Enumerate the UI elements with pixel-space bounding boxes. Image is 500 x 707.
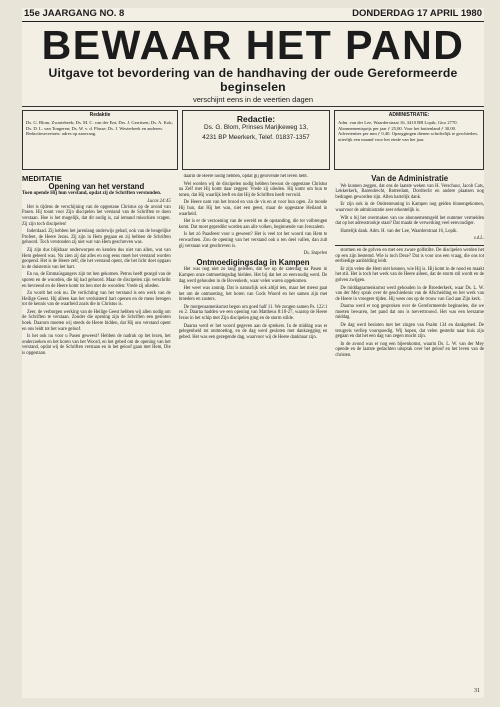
paragraph: Er zijn velen die Hem niet kennen, wie Hij is. Hij komt in de nood en maakt het stil. Het is toch het werk van de Heere alleen, dat de storm stil wordt en de golven zwijgen. xyxy=(335,266,484,283)
editorial-box xyxy=(22,110,178,170)
paragraph: De middagsamenkomst werd gehouden in de Broederkerk, waar Ds. L. W. van der Mey sprak over de geschiedenis van de Afscheiding en het werk van de Heere in vroegere tijden. Hij wees ons op de trouw van God aan Zijn kerk. xyxy=(335,285,484,302)
paragraph: Het is er de verzoening van de wereld en de opstanding, die tot volbrengen komt. Dat moet gepredikt worden aan alle volken, beginnende van Jeruzalem. xyxy=(178,219,328,230)
administration-section-heading: Van de Administratie xyxy=(371,174,449,183)
paragraph: Hartelijk dank. Adm. H. van der Lee, Waarderstraat 16, Lopik. xyxy=(340,228,458,234)
paragraph: De morgensamenkomst begon om goed half 11. We zongen samen Ps. 122:1 en 2. Daarna hadden we een opening van Mattheus 8:18-27, waarop de Heere Jezus in het schip met Zijn discipelen ging en de storm stilde. xyxy=(178,304,328,322)
administration-signature: v.d.L. xyxy=(473,236,484,242)
top-line xyxy=(22,8,484,19)
editor-box xyxy=(182,110,330,170)
editor-label: Redactie: xyxy=(236,114,276,124)
column-3 xyxy=(335,174,484,361)
paragraph: Daarna werd er nog gesproken over de Gereformeerde beginselen, die we moeten bewaren, het pand dat ons is toevertrouwd. Het was een leerzame middag. xyxy=(335,304,484,321)
newspaper-page xyxy=(22,8,484,698)
meditation-heading: MEDITATIE xyxy=(22,174,62,183)
administration-box xyxy=(334,110,484,170)
paragraph: Wel worden wij de discipelen nodig hebben bewust de opgestane Christus na Zelf met Hij komt daar zeggen: Vrede zij ulieden. Hij komt om hun te tonen, dat Hij waarlijk leeft en dat Hij de Schriften heeft vervuld. xyxy=(178,181,328,198)
paragraph: Het weer was zonnig. Dat is natuurlijk ook altijd iets, maar het meest gaat het om de ontmoeting, het horen van Gods Woord en het samen zijn met broeders en zusters. xyxy=(178,286,328,303)
masthead-title: BEWAAR HET PAND xyxy=(41,22,465,68)
masthead-subtitle: Uitgave tot bevordering van de handhaving der oude Gereformeerde beginselen xyxy=(48,66,458,94)
masthead-rule xyxy=(22,106,484,107)
verse-reference: Lucas 24:45 xyxy=(147,199,171,205)
paragraph: En nu, de Emmaüsgangers zijn tot hen gekomen. Petrus heeft gezegd van de sporen en de woorden, die hij had gehoord. Maar de discipelen zijn verschrikt en bevreesd en de Heere komt tot hen met de woorden: Vrede zij ulieden. xyxy=(22,272,171,289)
paragraph: Het was nog niet zo lang geleden, dat we op de zaterdag na Pasen in Kampen onze ontmoetingsdag hielden. Het bij dat het zo eenvoudig werd. De dag werd gehouden in de Bovenkerk, waar velen waren opgekomen. xyxy=(178,267,328,284)
info-boxes xyxy=(22,110,484,170)
paragraph: Het is tijdens de verschijning van de opgestane Christus op de avond van Pasen. Hij toont voor Zijn discipelen het verstand van de Schriften te doen verstaan. Hoe is het mogelijk, dat dit nodig is, zal iemand misschien vragen. Zij zijn toch discipelen! xyxy=(22,204,171,227)
meditation-title: Opening van het verstand xyxy=(48,181,145,191)
administration-heading: ADMINISTRATIE: xyxy=(388,112,430,118)
paragraph: Er zijn ook in de Ondersteuning in Kampen nog gelden binnengekomen, waarvoor de administratie zeer erkentelijk is. xyxy=(335,202,484,213)
paragraph: De dag werd besloten met het zingen van Psalm 134 en dankgebed. De terugreis verliep voorspoedig. Wij hopen, dat velen gesterkt naar huis zijn gegaan en dat het een dag van zegen mocht zijn. xyxy=(335,323,484,340)
meditation-verse: Toen opende Hij hun verstand, opdat zij de Schriften verstonden. xyxy=(22,191,162,197)
paragraph: Wilt u bij het overmaken van uw abonnementsgeld het nummer vermelden dat op het adresstrookje staat? Dat maakt de verwerking veel eenvoudiger. xyxy=(335,215,484,227)
column-1 xyxy=(22,174,171,361)
paragraph: Zo wordt het ook nu. De verlichting van het verstand is een werk van de Heilige Geest. Hij alleen kan het verduisterd hart openen en de mens brengen tot de kennis van de waarheid zoals die in Christus is. xyxy=(22,291,171,308)
paragraph: We kunnen zeggen, dat ons de laatste weken van H. Verschuur, Jacob Cats, Lekkerkerk, Barendrecht, Rotterdam, Dordrecht en andere plaatsen nog bedragen geworden zijn. Allen hartelijk dank. xyxy=(335,183,484,200)
page-number: 31 xyxy=(474,688,480,694)
meditation-signature: Ds. Stapelen xyxy=(303,251,328,257)
meeting-day-heading: Ontmoedigingsdag in Kampen xyxy=(196,257,310,267)
paragraph: Is het zó Paasfeest voor u geweest? Het is veel tot het woord van Hem te verwachten. Zou de opening van het verstand ook u ten deel vallen, dan zult gij verstaan wat geschreven is. xyxy=(178,232,328,249)
paragraph: Inderdaad. Zij hebben het jarenlang onderwijs gehad, ook van de heugelijke Profeet, de Heere Jezus. Zij zijn in Hem gegaan en zij hebben de Schriften gehoord. Toch verstonden zij niet wat van Hem geschreven was. xyxy=(22,229,171,246)
article-columns xyxy=(22,174,484,361)
paragraph: De Heere nam van het brood en van de vis en at voor hun ogen. Zo toonde Hij hun, dat Hij het was, niet een geest, maar de opgestane Heiland in waarheid. xyxy=(178,200,328,217)
editor-address: 4231 BP Meerkerk, Telef. 01837-1357 xyxy=(202,134,310,142)
paragraph: In de avond was er nog een bijeenkomst, waarin Ds. L. W. van der Mey opende en de laatste gedachten uitsprak over het geloof en het leven van de christen. xyxy=(335,341,484,359)
administration-text: Adm. van der Lee, Waarderstraat 16, 3410 BB Lopik; Giro 2770. Abonnementsprijs per jaar ƒ 25,00. Voor het buitenland ƒ 30,00. Advertenties per mm ƒ 0,40. Opzeggingen dienen schriftelijk te geschieden, uiterlijk een maand voor het einde van het jaar. xyxy=(338,120,478,142)
paragraph: daarin de Heere nodig hebben, opdat gij gelovende het leven hebt. xyxy=(183,174,308,179)
editorial-text: Ds. G. Blom, Zwartebeek; Ds. M. C. van der Ent; Drs. J. Gerritsen; Ds. A. Kok; Ds. D. L. van Tongeren; Ds. W. v. d. Plasse; Ds. J. Westerbeek en anderen. Redactiesecretaris: adres op aanvraag. xyxy=(26,120,173,137)
paragraph: Is het ook nu voor u Pasen geweest? Hebben de nadruk op het lezen, het onderzoeken en het horen van het Woord, en het gebed om de opening van het verstand, opdat wij de Schriften verstaan en in het geloof gaan met Hem, Die is opgestaan. xyxy=(22,334,171,357)
issue-date: DONDERDAG 17 APRIL 1980 xyxy=(352,8,482,19)
paragraph: Daarna werd er het woord gegeven aan de sprekers. In de middag was er gelegenheid tot ontmoeting, en de dag werd gesloten met dankzegging en gebed. Het was een gezegende dag, waarvoor wij de Heere dankbaar zijn. xyxy=(178,323,328,340)
editor-name: Ds. G. Blom, Prinses Marijkeweg 13, xyxy=(203,124,309,132)
issue-number: 15e JAARGANG NO. 8 xyxy=(24,8,125,19)
paragraph: Zeer, de verborgen werking van de Heilige Geest hebben wij allen nodig om de Schriften te verstaan. Zonder die opening zijn de Schriften een gesloten boek. Daarom moeten wij steeds de Heere bidden, dat Hij ons verstand opent en ons leidt tot het ware geloof. xyxy=(22,309,171,332)
frequency-note: verschijnt eens in de veertien dagen xyxy=(192,95,314,104)
paragraph: stormen en de golven en met een zware golfstilte. De discipelen werden het op een zijn bestemd. Wie is toch Deze? Dat is voor ons een vraag, die ons tot eerbiedige aanbidding leidt. xyxy=(335,247,484,265)
column-2 xyxy=(179,174,328,361)
paragraph: Zij zijn dus blijkbaar onderworpen en kenden dus niet van allen, wat van Hem geleerd was. Nu zien zij dat alles en nog eens moet het verstand worden geopend. Het is de Heere zelf, die het verstand opent, die het licht doet opgaan in de duisternis van het hart. xyxy=(22,247,171,270)
section-rule xyxy=(335,245,484,246)
editorial-heading: Redaktie xyxy=(89,112,111,118)
